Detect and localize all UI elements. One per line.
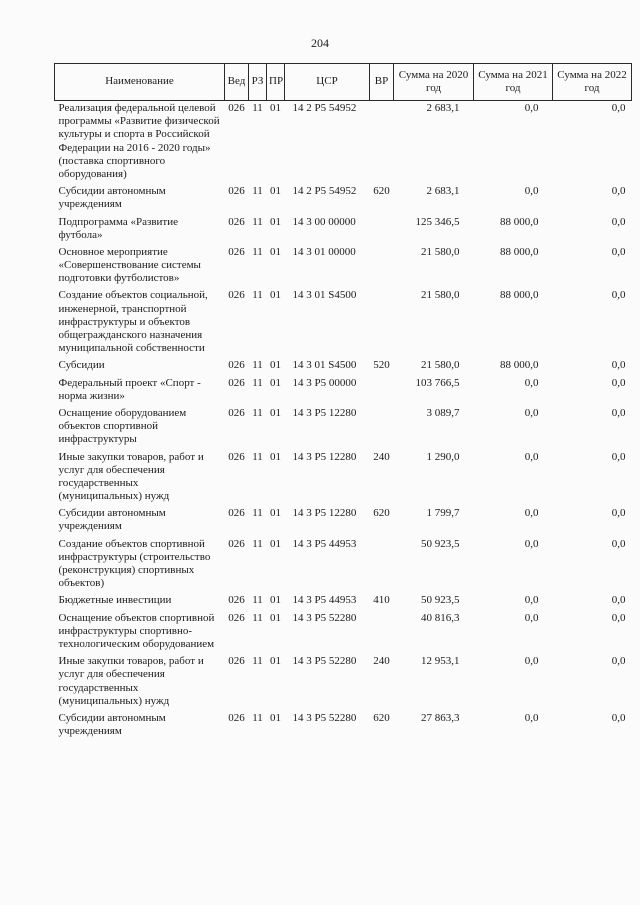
row-sum-2022: 0,0 — [611, 711, 626, 724]
row-rz: 11 — [252, 611, 263, 624]
row-sum-2021: 0,0 — [524, 611, 539, 624]
table-row — [55, 376, 632, 406]
table-row — [55, 358, 632, 375]
row-csr: 14 3 P5 44953 — [292, 537, 357, 550]
row-name: Бюджетные инвестиции — [58, 594, 172, 607]
row-ved: 026 — [228, 245, 245, 258]
header-vr: ВР — [370, 64, 394, 101]
row-csr: 14 3 P5 12280 — [292, 507, 357, 520]
row-pr: 01 — [270, 102, 281, 114]
table-row — [55, 184, 632, 214]
row-pr: 01 — [270, 185, 281, 198]
row-name: Оснащение объектов спортивной инфраструктуры спортивно-технологическим оборудованием — [58, 611, 215, 650]
row-sum-2020: 1 799,7 — [426, 507, 460, 520]
row-name: Оснащение оборудованием объектов спортивной инфраструктуры — [58, 406, 187, 446]
row-name: Субсидии автономным учреждениям — [58, 711, 166, 738]
row-pr: 01 — [270, 406, 281, 419]
row-pr: 01 — [270, 537, 281, 550]
header-ved: Вед — [225, 64, 249, 101]
row-vr: 410 — [373, 594, 390, 607]
row-rz: 11 — [252, 245, 263, 258]
table-row — [55, 611, 632, 655]
row-ved: 026 — [228, 406, 245, 419]
header-rz: РЗ — [249, 64, 267, 101]
row-csr: 14 2 P5 54952 — [292, 185, 357, 198]
header-name: Наименование — [55, 64, 225, 101]
row-sum-2022: 0,0 — [611, 537, 626, 550]
row-sum-2020: 2 683,1 — [426, 102, 460, 114]
budget-table — [54, 63, 632, 741]
row-ved: 026 — [228, 450, 245, 463]
row-pr: 01 — [270, 450, 281, 463]
table-row — [55, 215, 632, 245]
row-sum-2021: 88 000,0 — [500, 215, 539, 228]
row-csr: 14 3 01 S4500 — [292, 289, 357, 302]
row-vr — [370, 215, 394, 245]
row-ved: 026 — [228, 537, 245, 550]
row-name: Основное мероприятие «Совершенствование системы подготовки футболистов» — [58, 245, 201, 285]
row-csr: 14 3 P5 12280 — [292, 406, 357, 419]
row-csr: 14 3 01 00000 — [292, 245, 356, 258]
row-csr: 14 3 P5 44953 — [292, 594, 357, 607]
row-ved: 026 — [228, 507, 245, 520]
row-rz: 11 — [252, 450, 263, 463]
row-sum-2020: 21 580,0 — [421, 289, 460, 302]
row-csr: 14 2 P5 54952 — [292, 102, 357, 114]
row-rz: 11 — [252, 537, 263, 550]
row-rz: 11 — [252, 215, 263, 228]
row-name: Иные закупки товаров, работ и услуг для обеспечения государственных (муниципальных) нужд — [58, 655, 204, 707]
row-sum-2021: 0,0 — [524, 537, 539, 550]
row-ved: 026 — [228, 611, 245, 624]
row-rz: 11 — [252, 406, 263, 419]
row-sum-2020: 103 766,5 — [415, 376, 460, 389]
row-sum-2020: 3 089,7 — [426, 406, 460, 419]
table-row — [55, 288, 632, 358]
row-name: Федеральный проект «Спорт - норма жизни» — [58, 376, 201, 402]
row-ved: 026 — [228, 359, 245, 372]
row-sum-2020: 2 683,1 — [426, 185, 460, 198]
table-row — [55, 506, 632, 536]
row-vr — [370, 288, 394, 358]
row-vr — [370, 611, 394, 655]
row-pr: 01 — [270, 507, 281, 520]
row-ved: 026 — [228, 102, 245, 114]
table-row — [55, 593, 632, 610]
row-sum-2021: 0,0 — [524, 185, 539, 198]
row-rz: 11 — [252, 102, 263, 114]
row-ved: 026 — [228, 376, 245, 389]
header-sum-2022: Сумма на 2022 год — [553, 64, 632, 101]
table-header-row — [55, 64, 632, 101]
row-pr: 01 — [270, 594, 281, 607]
row-vr: 520 — [373, 359, 390, 372]
row-sum-2022: 0,0 — [611, 611, 626, 624]
row-vr — [370, 406, 394, 450]
row-sum-2022: 0,0 — [611, 594, 626, 607]
row-sum-2020: 125 346,5 — [415, 215, 460, 228]
row-pr: 01 — [270, 655, 281, 668]
row-sum-2022: 0,0 — [611, 406, 626, 419]
table-row — [55, 101, 632, 185]
row-rz: 11 — [252, 655, 263, 668]
row-ved: 026 — [228, 655, 245, 668]
row-name: Иные закупки товаров, работ и услуг для обеспечения государственных (муниципальных) нужд — [58, 450, 204, 503]
row-name: Субсидии автономным учреждениям — [58, 185, 166, 211]
row-vr — [370, 376, 394, 406]
row-sum-2021: 88 000,0 — [500, 359, 539, 372]
row-sum-2022: 0,0 — [611, 450, 626, 463]
row-sum-2022: 0,0 — [611, 507, 626, 520]
row-pr: 01 — [270, 711, 281, 724]
row-sum-2022: 0,0 — [611, 376, 626, 389]
row-name: Создание объектов социальной, инженерной, транспортной инфраструктуры и объектов общегражданского назначения муниципальной собственности — [58, 289, 208, 355]
row-ved: 026 — [228, 711, 245, 724]
row-sum-2021: 0,0 — [524, 655, 539, 668]
row-sum-2022: 0,0 — [611, 245, 626, 258]
row-ved: 026 — [228, 185, 245, 198]
row-rz: 11 — [252, 711, 263, 724]
table-row — [55, 537, 632, 594]
row-pr: 01 — [270, 289, 281, 302]
row-name: Подпрограмма «Развитие футбола» — [58, 215, 178, 241]
row-sum-2021: 0,0 — [524, 406, 539, 419]
row-sum-2021: 88 000,0 — [500, 245, 539, 258]
row-rz: 11 — [252, 507, 263, 520]
row-csr: 14 3 P5 12280 — [292, 450, 357, 463]
table-row — [55, 654, 632, 711]
row-sum-2020: 12 953,1 — [421, 655, 460, 668]
row-sum-2021: 0,0 — [524, 507, 539, 520]
row-sum-2020: 40 816,3 — [421, 611, 460, 624]
row-sum-2021: 0,0 — [524, 594, 539, 607]
row-vr — [370, 537, 394, 594]
row-name: Реализация федеральной целевой программы «Развитие физической культуры и спорта в Российской Федерации на 2016 - 2020 годы» (поставка спортивного оборудования) — [58, 102, 220, 180]
table-body — [55, 101, 632, 742]
row-rz: 11 — [252, 359, 263, 372]
header-sum-2020: Сумма на 2020 год — [394, 64, 474, 101]
row-pr: 01 — [270, 376, 281, 389]
row-sum-2020: 21 580,0 — [421, 359, 460, 372]
row-sum-2022: 0,0 — [611, 102, 626, 114]
row-sum-2022: 0,0 — [611, 215, 626, 228]
row-sum-2020: 1 290,0 — [426, 450, 460, 463]
row-sum-2021: 0,0 — [524, 711, 539, 724]
row-sum-2020: 50 923,5 — [421, 594, 460, 607]
row-rz: 11 — [252, 594, 263, 607]
table-row — [55, 406, 632, 450]
table-row — [55, 711, 632, 741]
table-row — [55, 245, 632, 289]
row-sum-2020: 21 580,0 — [421, 245, 460, 258]
row-sum-2021: 0,0 — [524, 102, 539, 114]
row-sum-2021: 88 000,0 — [500, 289, 539, 302]
row-sum-2021: 0,0 — [524, 450, 539, 463]
row-rz: 11 — [252, 376, 263, 389]
row-csr: 14 3 00 00000 — [292, 215, 356, 228]
row-csr: 14 3 01 S4500 — [292, 359, 357, 372]
row-name: Создание объектов спортивной инфраструктуры (строительство (реконструкция) спортивных объектов) — [58, 537, 211, 590]
row-vr: 240 — [373, 450, 390, 463]
row-ved: 026 — [228, 289, 245, 302]
row-vr: 620 — [373, 185, 390, 198]
page-number: 204 — [311, 36, 329, 50]
row-vr: 620 — [373, 507, 390, 520]
row-vr — [370, 245, 394, 289]
row-pr: 01 — [270, 245, 281, 258]
table-row — [55, 450, 632, 507]
row-csr: 14 3 P5 52280 — [292, 711, 357, 724]
row-vr — [370, 101, 394, 185]
row-pr: 01 — [270, 215, 281, 228]
row-sum-2021: 0,0 — [524, 376, 539, 389]
row-name: Субсидии — [58, 359, 105, 372]
row-csr: 14 3 P5 00000 — [292, 376, 357, 389]
row-ved: 026 — [228, 594, 245, 607]
row-vr: 620 — [373, 711, 390, 724]
row-sum-2020: 50 923,5 — [421, 537, 460, 550]
row-ved: 026 — [228, 215, 245, 228]
row-pr: 01 — [270, 359, 281, 372]
row-sum-2022: 0,0 — [611, 289, 626, 302]
row-name: Субсидии автономным учреждениям — [58, 507, 166, 533]
header-sum-2021: Сумма на 2021 год — [474, 64, 553, 101]
row-csr: 14 3 P5 52280 — [292, 655, 357, 668]
row-csr: 14 3 P5 52280 — [292, 611, 357, 624]
header-csr: ЦСР — [285, 64, 370, 101]
row-sum-2022: 0,0 — [611, 185, 626, 198]
row-sum-2020: 27 863,3 — [421, 711, 460, 724]
row-pr: 01 — [270, 611, 281, 624]
row-sum-2022: 0,0 — [611, 655, 626, 668]
row-rz: 11 — [252, 289, 263, 302]
header-pr: ПР — [267, 64, 285, 101]
row-rz: 11 — [252, 185, 263, 198]
row-sum-2022: 0,0 — [611, 359, 626, 372]
row-vr: 240 — [373, 655, 390, 668]
